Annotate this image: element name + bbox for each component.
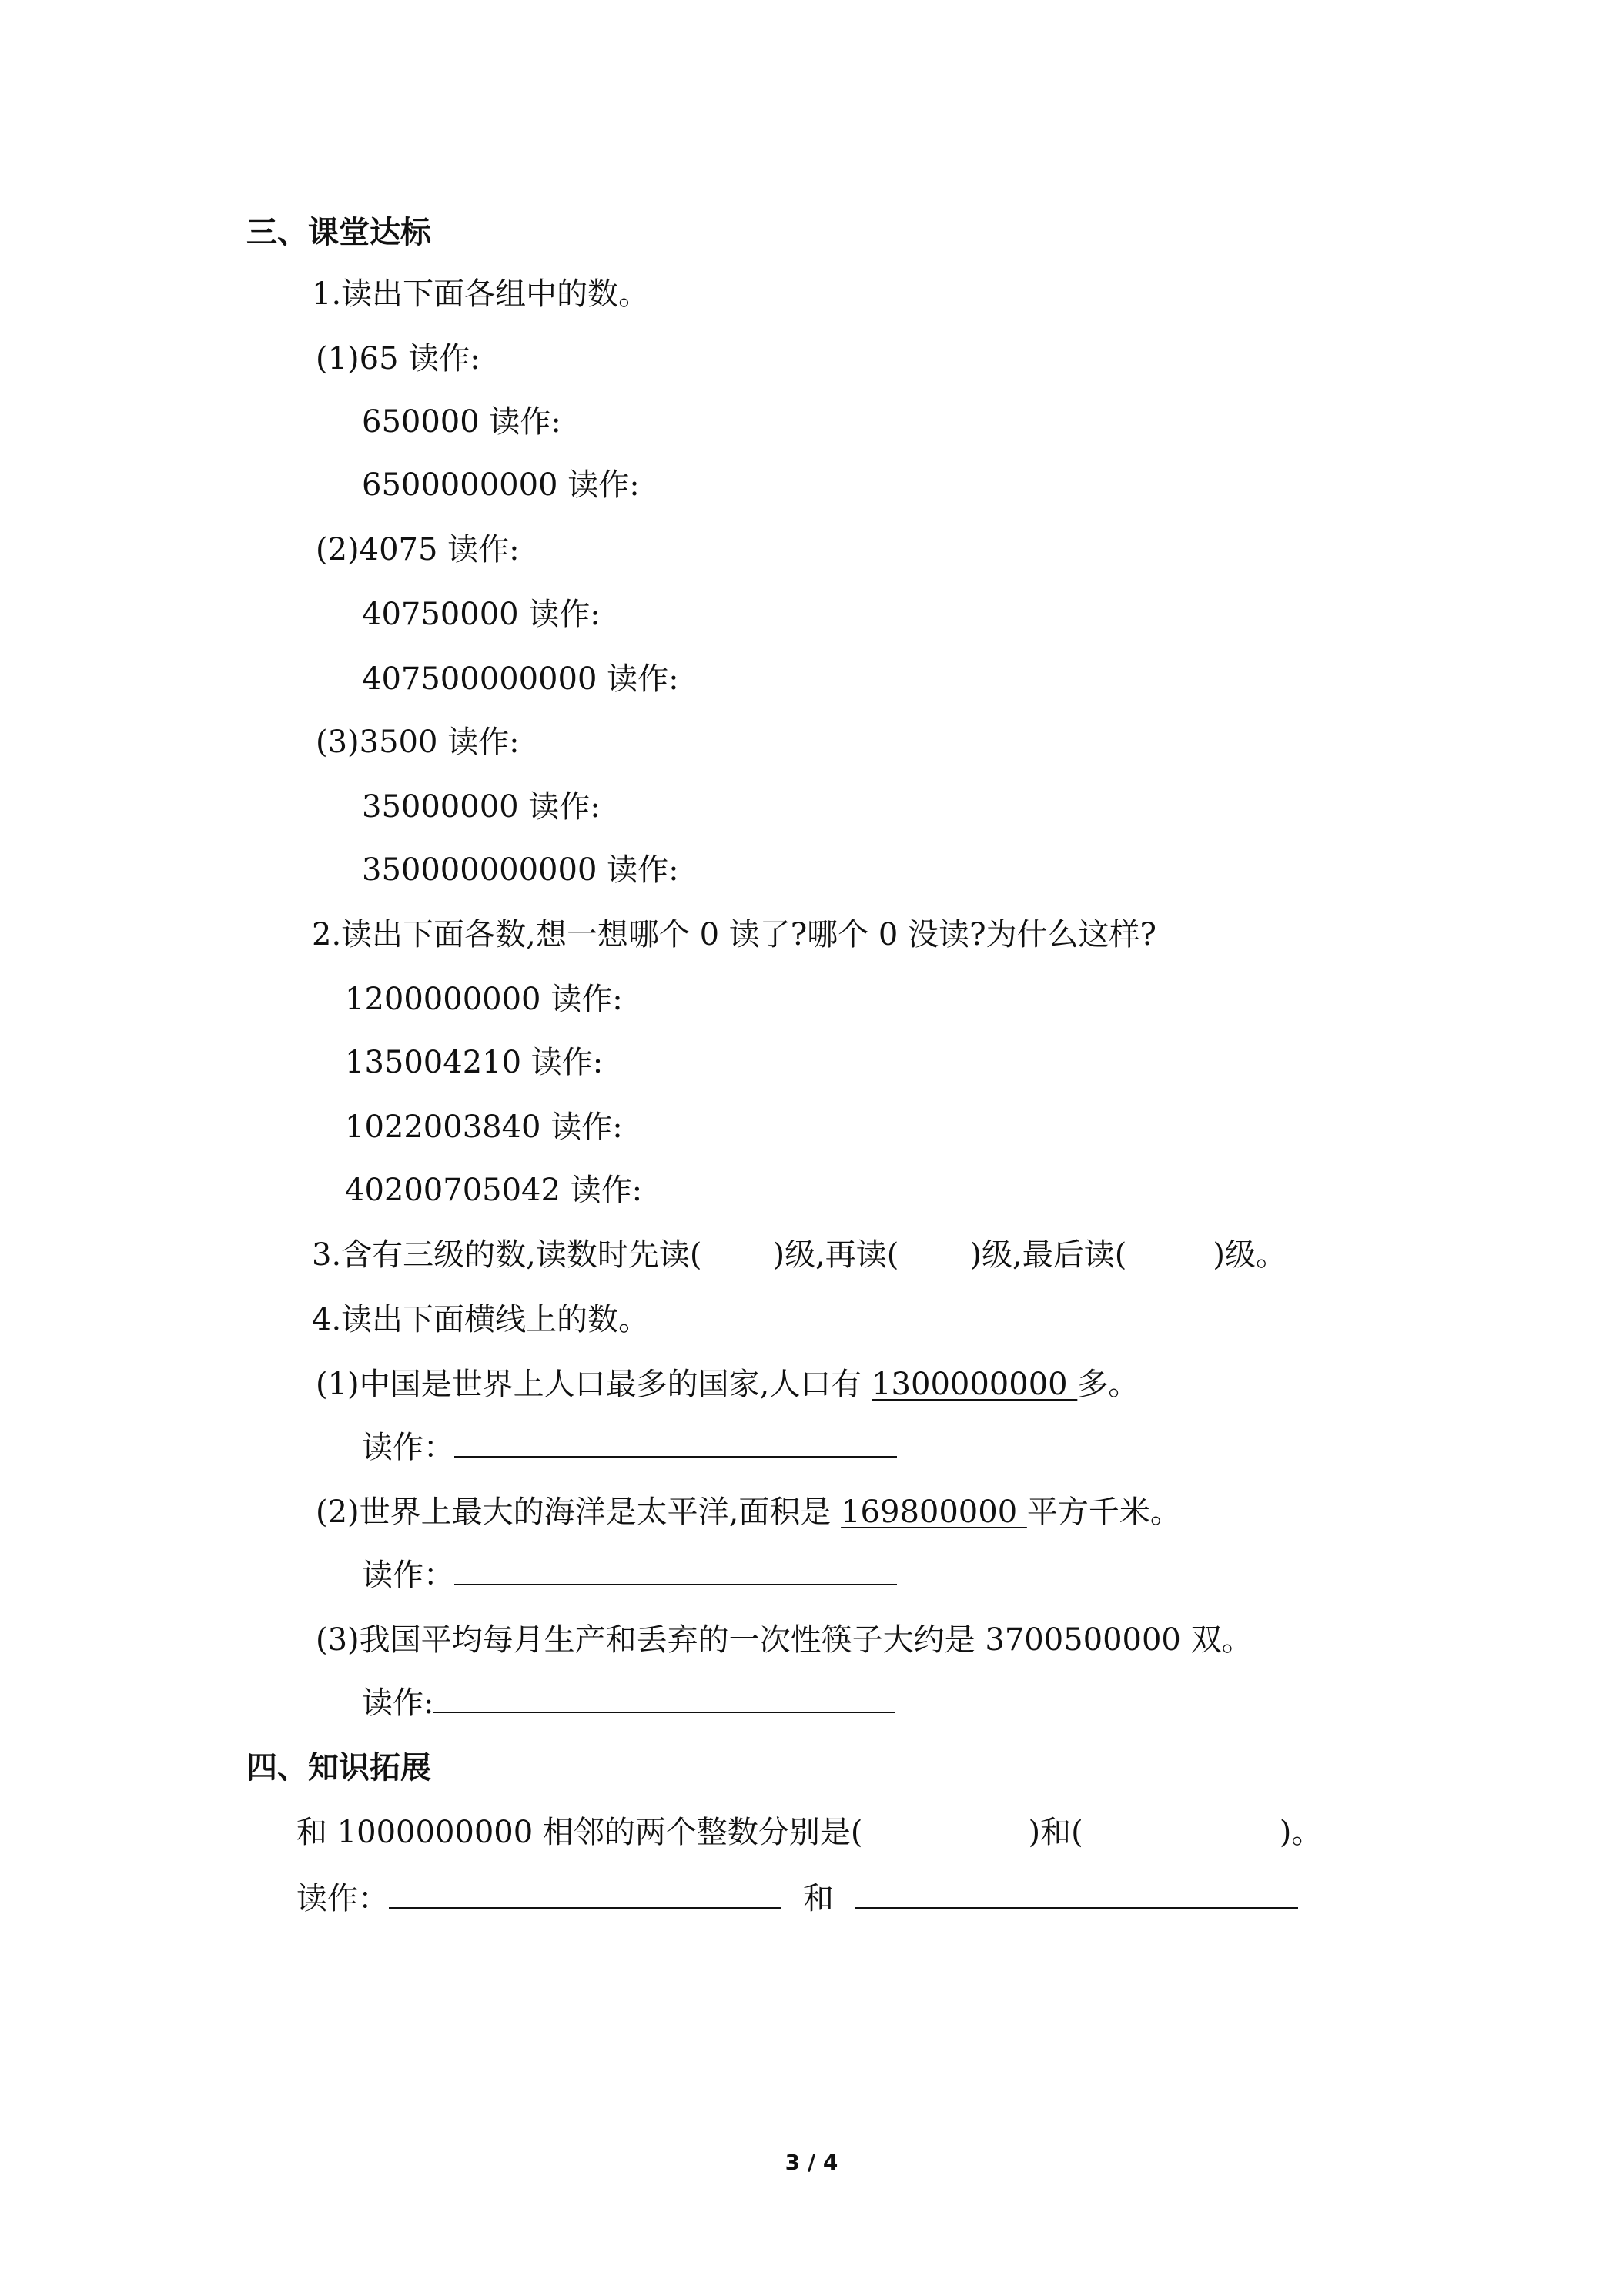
q4-answer-1 xyxy=(362,1427,897,1468)
q3-part-4: )级。 xyxy=(1213,1237,1287,1273)
q4-answer-2 xyxy=(362,1555,897,1595)
page-number: 3 / 4 xyxy=(785,2150,838,2175)
read-label: 读作： xyxy=(362,1430,454,1465)
s4-answer xyxy=(296,1879,1298,1919)
answer-line-1[interactable] xyxy=(454,1428,897,1458)
q1-stem: 1.读出下面各组中的数。 xyxy=(312,276,650,312)
q1-g2-item-1: (2)4075 读作: xyxy=(316,532,520,567)
s4-part-2: )和( xyxy=(1028,1815,1083,1850)
q4-s2-number: 169800000 xyxy=(841,1494,1027,1530)
s4-question xyxy=(296,1812,1322,1853)
q1-g3-item-2: 35000000 读作: xyxy=(362,789,601,825)
q3-part-1: 3.含有三级的数,读数时先读( xyxy=(312,1237,702,1273)
read-label: 读作: xyxy=(362,1685,434,1721)
q2-item-2: 135004210 读作: xyxy=(345,1045,604,1080)
q2-item-3: 1022003840 读作: xyxy=(345,1110,623,1145)
q4-s2-end: 平方千米。 xyxy=(1026,1494,1181,1530)
q4-stem: 4.读出下面横线上的数。 xyxy=(312,1302,650,1337)
q3-sentence xyxy=(312,1235,1287,1275)
q2-item-4: 40200705042 读作: xyxy=(345,1173,643,1208)
q2-item-1: 1200000000 读作: xyxy=(345,982,623,1017)
section-3-heading: 三、课堂达标 xyxy=(246,215,431,250)
q1-g1-item-2: 650000 读作: xyxy=(362,404,561,440)
q2-stem: 2.读出下面各数,想一想哪个 0 读了?哪个 0 没读?为什么这样? xyxy=(312,917,1156,952)
q1-g3-item-1: (3)3500 读作: xyxy=(316,725,520,760)
q3-part-2: )级,再读( xyxy=(772,1237,899,1273)
q4-sentence-3: (3)我国平均每月生产和丢弃的一次性筷子大约是 3700500000 双。 xyxy=(316,1622,1253,1658)
s4-part-3: )。 xyxy=(1279,1815,1323,1850)
section-4-heading: 四、知识拓展 xyxy=(246,1750,431,1786)
q4-sentence-2 xyxy=(316,1492,1181,1532)
q4-s1-end: 多。 xyxy=(1077,1367,1139,1402)
s4-answer-line-1[interactable] xyxy=(389,1879,781,1909)
q3-part-3: )级,最后读( xyxy=(969,1237,1127,1273)
q4-s1-number: 1300000000 xyxy=(872,1367,1078,1402)
read-label: 读作： xyxy=(362,1558,454,1593)
q1-g2-item-2: 40750000 读作: xyxy=(362,597,601,632)
q1-g2-item-3: 407500000000 读作: xyxy=(362,661,679,697)
q4-sentence-1 xyxy=(316,1364,1139,1404)
s4-answer-line-2[interactable] xyxy=(855,1879,1298,1909)
answer-line-2[interactable] xyxy=(454,1556,897,1585)
q4-answer-3 xyxy=(362,1683,895,1723)
read-label: 读作： xyxy=(296,1881,389,1916)
q1-g1-item-1: (1)65 读作: xyxy=(316,341,480,377)
and-label: 和 xyxy=(803,1881,834,1916)
q4-s2-text: (2)世界上最大的海洋是太平洋,面积是 xyxy=(316,1494,842,1530)
s4-part-1: 和 1000000000 相邻的两个整数分别是( xyxy=(296,1815,863,1850)
answer-line-3[interactable] xyxy=(433,1684,895,1713)
q1-g1-item-3: 6500000000 读作: xyxy=(362,467,640,503)
q1-g3-item-3: 350000000000 读作: xyxy=(362,852,679,888)
q4-s1-text: (1)中国是世界上人口最多的国家,人口有 xyxy=(316,1367,872,1402)
